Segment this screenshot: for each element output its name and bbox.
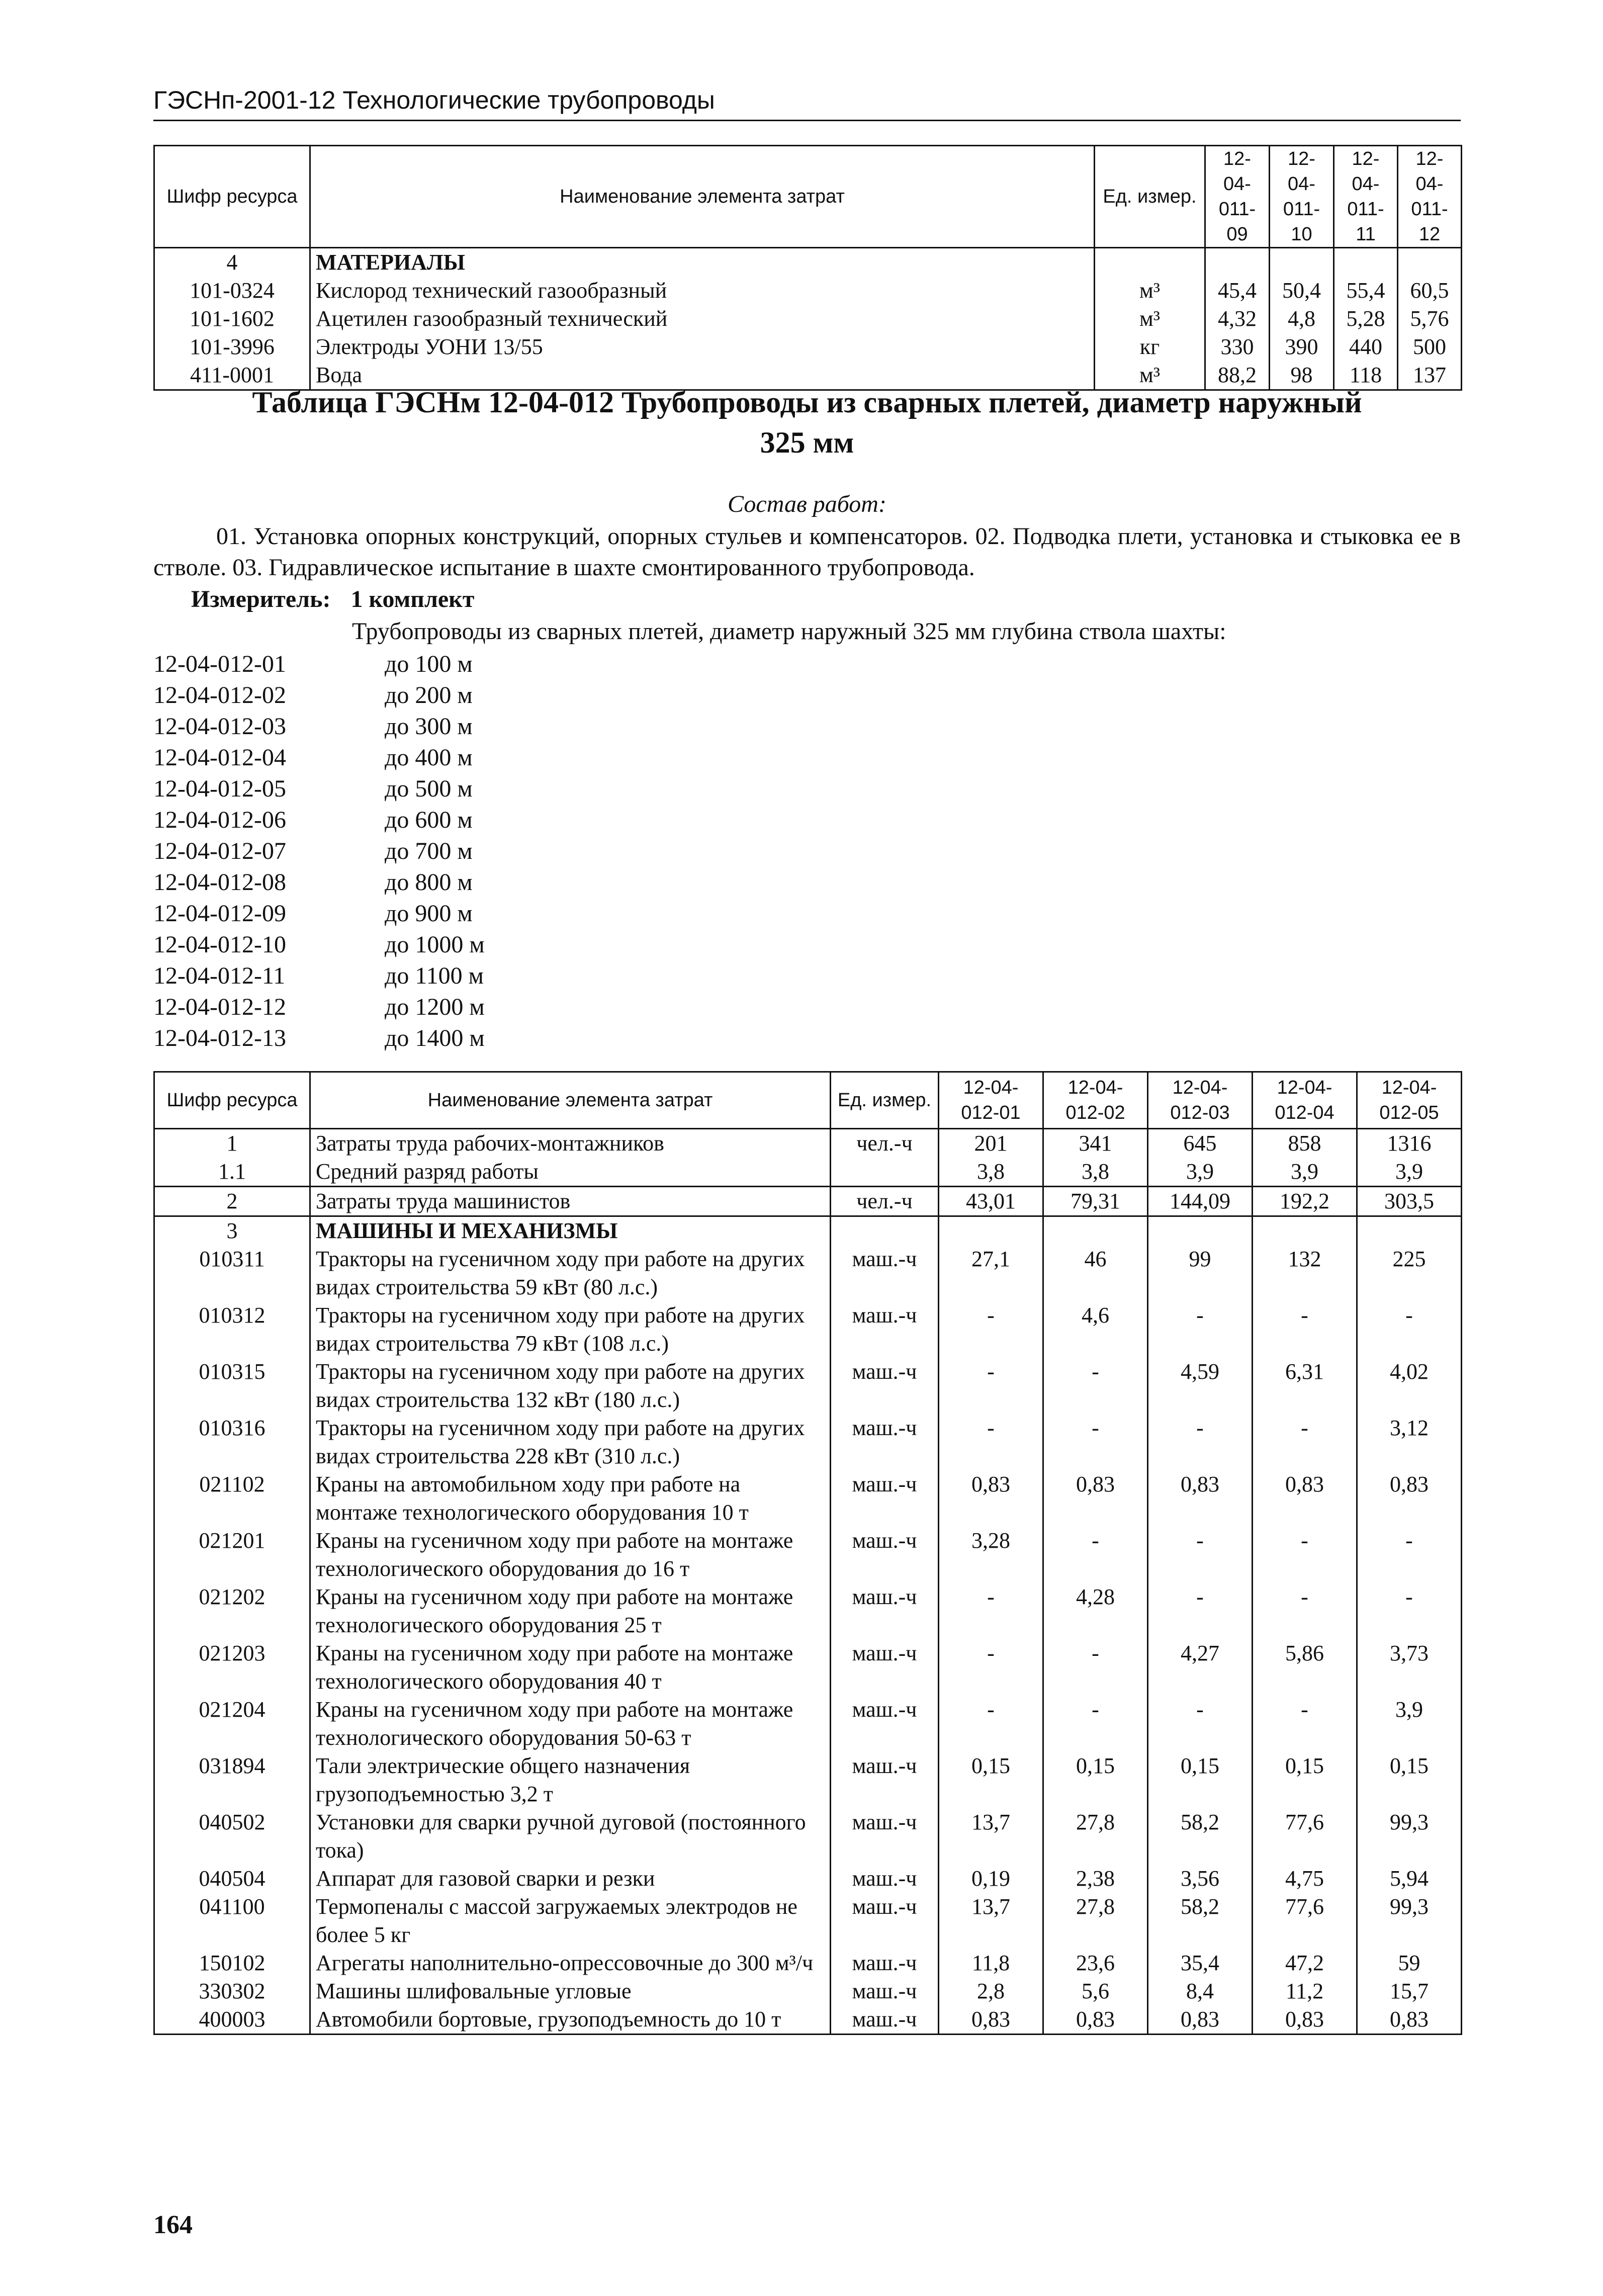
table-title-line: 325 мм [760, 426, 854, 459]
value-cell: 8,4 [1148, 1977, 1253, 2005]
norm-code: 12-04-012-12 [153, 994, 286, 1020]
value-cell: 3,9 [1148, 1158, 1253, 1187]
value-cell: - [1148, 1696, 1253, 1752]
unit: маш.-ч [831, 1470, 939, 1527]
value-cell: - [1357, 1583, 1462, 1639]
resource-code: 031894 [154, 1752, 310, 1808]
value-cell: 5,6 [1043, 1977, 1148, 2005]
code-list [153, 649, 485, 1054]
unit: маш.-ч [831, 1808, 939, 1865]
shaft-depth: до 1400 м [385, 1025, 485, 1051]
running-head: ГЭСНп-2001-12 Технологические трубопроводы [153, 86, 715, 114]
value-cell: 0,83 [939, 2005, 1043, 2035]
composition-text: 01. Установка опорных конструкций, опорных стульев и компенсаторов. 02. Подводка плети, установка и стыковка ее в стволе. 03. Гидравлическое испытание в шахте смонтированного трубопровода. [153, 523, 1461, 581]
column-header-unit: Ед. измер. [831, 1072, 939, 1129]
value-cell: 77,6 [1253, 1808, 1357, 1865]
value-cell: 43,01 [939, 1187, 1043, 1216]
value-cell: 11,8 [939, 1949, 1043, 1977]
value-cell: 3,9 [1253, 1158, 1357, 1187]
value-cell: 98 [1270, 361, 1334, 390]
resource-name: Аппарат для газовой сварки и резки [310, 1865, 831, 1893]
resource-code: 150102 [154, 1949, 310, 1977]
resource-code: 330302 [154, 1977, 310, 2005]
value-cell: 4,75 [1253, 1865, 1357, 1893]
value-cell [1357, 1216, 1462, 1246]
unit: м³ [1095, 305, 1205, 333]
value-cell: 99,3 [1357, 1893, 1462, 1949]
code-list-item [153, 929, 485, 960]
value-cell: 225 [1357, 1245, 1462, 1301]
value-cell: 4,8 [1270, 305, 1334, 333]
value-cell: 46 [1043, 1245, 1148, 1301]
table-row [154, 2005, 1462, 2035]
value-cell: 35,4 [1148, 1949, 1253, 1977]
value-cell: 4,27 [1148, 1639, 1253, 1696]
value-cell: 303,5 [1357, 1187, 1462, 1216]
value-cell: 3,8 [1043, 1158, 1148, 1187]
table-title [153, 382, 1461, 463]
value-cell: 5,28 [1334, 305, 1398, 333]
value-cell: 144,09 [1148, 1187, 1253, 1216]
codes-caption: Трубопроводы из сварных плетей, диаметр наружный 325 мм глубина ствола шахты: [352, 618, 1226, 645]
table-row [154, 1752, 1462, 1808]
resource-name: Установки для сварки ручной дуговой (постоянного тока) [310, 1808, 831, 1865]
value-cell: 27,8 [1043, 1893, 1148, 1949]
header-rule [153, 120, 1461, 121]
value-cell: 27,8 [1043, 1808, 1148, 1865]
resources-table-body [154, 1129, 1462, 2035]
norm-code: 12-04-012-11 [153, 962, 286, 989]
value-cell: 192,2 [1253, 1187, 1357, 1216]
column-header-id: 12-04-012-01 [939, 1072, 1043, 1129]
unit: м³ [1095, 361, 1205, 390]
value-cell [1205, 248, 1270, 277]
table-row [154, 1129, 1462, 1158]
code-list-item [153, 960, 485, 992]
code-list-item [153, 836, 485, 867]
shaft-depth: до 400 м [385, 744, 473, 771]
norm-code: 12-04-012-02 [153, 682, 286, 709]
value-cell: 137 [1398, 361, 1462, 390]
resource-code: 040502 [154, 1808, 310, 1865]
unit: маш.-ч [831, 1414, 939, 1470]
resource-code: 021201 [154, 1527, 310, 1583]
table-row [154, 1583, 1462, 1639]
column-header-id: 12-04-011-10 [1270, 146, 1334, 248]
value-cell: 47,2 [1253, 1949, 1357, 1977]
value-cell: 0,83 [1043, 1470, 1148, 1527]
resource-code: 101-0324 [154, 277, 310, 305]
resource-code: 010316 [154, 1414, 310, 1470]
resource-name: Тракторы на гусеничном ходу при работе на других видах строительства 228 кВт (310 л.с.) [310, 1414, 831, 1470]
table-row [154, 1977, 1462, 2005]
column-header-id: 12-04-012-04 [1253, 1072, 1357, 1129]
value-cell: 55,4 [1334, 277, 1398, 305]
resource-name: Затраты труда рабочих-монтажников [310, 1129, 831, 1158]
column-header-id: 12-04-012-05 [1357, 1072, 1462, 1129]
unit: кг [1095, 333, 1205, 361]
unit: чел.-ч [831, 1129, 939, 1158]
value-cell: 4,59 [1148, 1358, 1253, 1414]
resource-code: 3 [154, 1216, 310, 1246]
value-cell: 0,15 [1148, 1752, 1253, 1808]
unit: маш.-ч [831, 1752, 939, 1808]
value-cell: - [1148, 1414, 1253, 1470]
resource-name: Тракторы на гусеничном ходу при работе на других видах строительства 59 кВт (80 л.с.) [310, 1245, 831, 1301]
value-cell: - [1043, 1414, 1148, 1470]
materials-table-body [154, 248, 1462, 390]
column-header-id: 12-04-011-12 [1398, 146, 1462, 248]
value-cell: 118 [1334, 361, 1398, 390]
resource-code: 400003 [154, 2005, 310, 2035]
value-cell: - [1043, 1639, 1148, 1696]
value-cell: 79,31 [1043, 1187, 1148, 1216]
resource-name: МАТЕРИАЛЫ [310, 248, 1095, 277]
value-cell: 59 [1357, 1949, 1462, 1977]
code-list-item [153, 680, 485, 711]
value-cell: 0,15 [1043, 1752, 1148, 1808]
materials-table [153, 145, 1462, 391]
column-header-id: 12-04-012-03 [1148, 1072, 1253, 1129]
value-cell [1398, 248, 1462, 277]
resource-name: Краны на гусеничном ходу при работе на монтаже технологического оборудования 25 т [310, 1583, 831, 1639]
table-row [154, 1187, 1462, 1216]
value-cell [1270, 248, 1334, 277]
value-cell: 0,83 [1148, 2005, 1253, 2035]
code-list-item [153, 742, 485, 773]
value-cell: 99,3 [1357, 1808, 1462, 1865]
value-cell: 15,7 [1357, 1977, 1462, 2005]
shaft-depth: до 600 м [385, 807, 473, 833]
shaft-depth: до 1100 м [385, 962, 484, 989]
table-row [154, 1893, 1462, 1949]
value-cell: 0,83 [1043, 2005, 1148, 2035]
value-cell: - [1357, 1301, 1462, 1358]
table-row [154, 1216, 1462, 1246]
norm-code: 12-04-012-06 [153, 807, 286, 833]
norm-code: 12-04-012-09 [153, 900, 286, 927]
value-cell: 77,6 [1253, 1893, 1357, 1949]
resource-code: 021203 [154, 1639, 310, 1696]
value-cell: 13,7 [939, 1893, 1043, 1949]
value-cell: - [1253, 1414, 1357, 1470]
table-header-row [154, 146, 1462, 248]
unit: маш.-ч [831, 1977, 939, 2005]
resource-code: 010312 [154, 1301, 310, 1358]
code-list-item [153, 711, 485, 742]
shaft-depth: до 700 м [385, 838, 473, 864]
value-cell: 3,9 [1357, 1158, 1462, 1187]
resource-name: Термопеналы с массой загружаемых электродов не более 5 кг [310, 1893, 831, 1949]
value-cell: 4,28 [1043, 1583, 1148, 1639]
table-row [154, 1470, 1462, 1527]
code-list-item [153, 1023, 485, 1054]
resource-code: 2 [154, 1187, 310, 1216]
value-cell [1148, 1216, 1253, 1246]
resource-name: Тали электрические общего назначения грузоподъемностью 3,2 т [310, 1752, 831, 1808]
table-row [154, 1527, 1462, 1583]
value-cell: 0,83 [1357, 2005, 1462, 2035]
value-cell: 201 [939, 1129, 1043, 1158]
value-cell: - [1148, 1583, 1253, 1639]
unit: маш.-ч [831, 1639, 939, 1696]
value-cell: - [1253, 1583, 1357, 1639]
resource-code: 021204 [154, 1696, 310, 1752]
resource-code: 010311 [154, 1245, 310, 1301]
resource-name: Вода [310, 361, 1095, 390]
unit [831, 1216, 939, 1246]
unit: маш.-ч [831, 2005, 939, 2035]
resource-name: Краны на автомобильном ходу при работе на монтаже технологического оборудования 10 т [310, 1470, 831, 1527]
norm-code: 12-04-012-13 [153, 1025, 286, 1051]
column-header-name: Наименование элемента затрат [310, 146, 1095, 248]
value-cell: - [1148, 1527, 1253, 1583]
norm-code: 12-04-012-01 [153, 651, 286, 677]
value-cell: 0,15 [939, 1752, 1043, 1808]
column-header-code: Шифр ресурса [154, 146, 310, 248]
value-cell: 23,6 [1043, 1949, 1148, 1977]
unit: маш.-ч [831, 1358, 939, 1414]
resource-code: 021202 [154, 1583, 310, 1639]
resource-code: 040504 [154, 1865, 310, 1893]
value-cell: 0,19 [939, 1865, 1043, 1893]
value-cell: 58,2 [1148, 1808, 1253, 1865]
value-cell: - [1043, 1358, 1148, 1414]
value-cell: - [939, 1301, 1043, 1358]
value-cell: 440 [1334, 333, 1398, 361]
value-cell: - [1148, 1301, 1253, 1358]
norm-code: 12-04-012-03 [153, 713, 286, 740]
table-row [154, 1301, 1462, 1358]
value-cell: - [1253, 1527, 1357, 1583]
value-cell: 4,02 [1357, 1358, 1462, 1414]
unit: маш.-ч [831, 1583, 939, 1639]
value-cell: 99 [1148, 1245, 1253, 1301]
column-header-id: 12-04-011-09 [1205, 146, 1270, 248]
unit [1095, 248, 1205, 277]
unit: чел.-ч [831, 1187, 939, 1216]
value-cell: 0,15 [1357, 1752, 1462, 1808]
shaft-depth: до 900 м [385, 900, 473, 927]
table-row [154, 1696, 1462, 1752]
value-cell: 4,32 [1205, 305, 1270, 333]
norm-code: 12-04-012-08 [153, 869, 286, 896]
shaft-depth: до 300 м [385, 713, 473, 740]
value-cell: 4,6 [1043, 1301, 1148, 1358]
shaft-depth: до 1000 м [385, 931, 485, 958]
composition-heading: Состав работ: [728, 491, 886, 517]
value-cell: 1316 [1357, 1129, 1462, 1158]
value-cell: 132 [1253, 1245, 1357, 1301]
value-cell: 45,4 [1205, 277, 1270, 305]
value-cell: 341 [1043, 1129, 1148, 1158]
value-cell: 50,4 [1270, 277, 1334, 305]
value-cell [1334, 248, 1398, 277]
value-cell: 3,12 [1357, 1414, 1462, 1470]
table-row [154, 305, 1462, 333]
norm-code: 12-04-012-07 [153, 838, 286, 864]
resource-code: 411-0001 [154, 361, 310, 390]
value-cell: 5,76 [1398, 305, 1462, 333]
unit: маш.-ч [831, 1301, 939, 1358]
table-header-row [154, 1072, 1462, 1129]
meter-label: Измеритель: [191, 586, 331, 612]
meter [191, 585, 474, 613]
column-header-id: 12-04-011-11 [1334, 146, 1398, 248]
value-cell: 5,86 [1253, 1639, 1357, 1696]
value-cell: - [1357, 1527, 1462, 1583]
norm-code: 12-04-012-05 [153, 775, 286, 802]
table-row [154, 333, 1462, 361]
value-cell: 2,38 [1043, 1865, 1148, 1893]
code-list-item [153, 898, 485, 929]
table-row [154, 277, 1462, 305]
value-cell: 3,8 [939, 1158, 1043, 1187]
resources-table [153, 1071, 1462, 2035]
unit: маш.-ч [831, 1949, 939, 1977]
resource-name: Краны на гусеничном ходу при работе на монтаже технологического оборудования до 16 т [310, 1527, 831, 1583]
value-cell: 27,1 [939, 1245, 1043, 1301]
code-list-item [153, 867, 485, 898]
resource-code: 101-1602 [154, 305, 310, 333]
value-cell: 0,83 [1253, 1470, 1357, 1527]
norm-code: 12-04-012-04 [153, 744, 286, 771]
unit: маш.-ч [831, 1527, 939, 1583]
value-cell: 0,83 [939, 1470, 1043, 1527]
resource-name: Машины шлифовальные угловые [310, 1977, 831, 2005]
page-number: 164 [153, 2211, 193, 2239]
value-cell: 500 [1398, 333, 1462, 361]
value-cell: - [939, 1358, 1043, 1414]
value-cell: 3,73 [1357, 1639, 1462, 1696]
unit: маш.-ч [831, 1245, 939, 1301]
value-cell [939, 1216, 1043, 1246]
shaft-depth: до 200 м [385, 682, 473, 709]
value-cell: 0,83 [1357, 1470, 1462, 1527]
value-cell: 858 [1253, 1129, 1357, 1158]
value-cell: 3,9 [1357, 1696, 1462, 1752]
value-cell: - [1253, 1696, 1357, 1752]
table-row [154, 248, 1462, 277]
resource-code: 101-3996 [154, 333, 310, 361]
value-cell [1253, 1216, 1357, 1246]
value-cell: - [1043, 1527, 1148, 1583]
resource-name: Агрегаты наполнительно-опрессовочные до 300 м³/ч [310, 1949, 831, 1977]
table-row [154, 1158, 1462, 1187]
table-row [154, 1358, 1462, 1414]
column-header-code: Шифр ресурса [154, 1072, 310, 1129]
resource-code: 1 [154, 1129, 310, 1158]
table-row [154, 1414, 1462, 1470]
shaft-depth: до 1200 м [385, 994, 485, 1020]
table-row [154, 1949, 1462, 1977]
column-header-name: Наименование элемента затрат [310, 1072, 831, 1129]
value-cell: - [1043, 1696, 1148, 1752]
resource-code: 041100 [154, 1893, 310, 1949]
value-cell: 330 [1205, 333, 1270, 361]
value-cell: 3,56 [1148, 1865, 1253, 1893]
value-cell: 6,31 [1253, 1358, 1357, 1414]
shaft-depth: до 500 м [385, 775, 473, 802]
resource-code: 4 [154, 248, 310, 277]
resource-code: 1.1 [154, 1158, 310, 1187]
resource-code: 010315 [154, 1358, 310, 1414]
shaft-depth: до 100 м [385, 651, 473, 677]
value-cell: 390 [1270, 333, 1334, 361]
resource-name: Кислород технический газообразный [310, 277, 1095, 305]
unit [831, 1158, 939, 1187]
table-row [154, 1808, 1462, 1865]
code-list-item [153, 649, 485, 680]
table-row [154, 1865, 1462, 1893]
value-cell: 60,5 [1398, 277, 1462, 305]
meter-value: 1 комплект [350, 586, 475, 612]
column-header-unit: Ед. измер. [1095, 146, 1205, 248]
value-cell: 0,15 [1253, 1752, 1357, 1808]
value-cell: 0,83 [1253, 2005, 1357, 2035]
norm-code: 12-04-012-10 [153, 931, 286, 958]
resource-name: Затраты труда машинистов [310, 1187, 831, 1216]
value-cell: 645 [1148, 1129, 1253, 1158]
value-cell: 11,2 [1253, 1977, 1357, 2005]
column-header-id: 12-04-012-02 [1043, 1072, 1148, 1129]
value-cell: - [1253, 1301, 1357, 1358]
value-cell: - [939, 1414, 1043, 1470]
value-cell: 58,2 [1148, 1893, 1253, 1949]
value-cell: - [939, 1639, 1043, 1696]
unit: м³ [1095, 277, 1205, 305]
value-cell: - [939, 1583, 1043, 1639]
table-row [154, 1245, 1462, 1301]
resource-code: 021102 [154, 1470, 310, 1527]
resource-name: Тракторы на гусеничном ходу при работе на других видах строительства 132 кВт (180 л.с.) [310, 1358, 831, 1414]
value-cell: 2,8 [939, 1977, 1043, 2005]
value-cell: 3,28 [939, 1527, 1043, 1583]
value-cell: 5,94 [1357, 1865, 1462, 1893]
code-list-item [153, 805, 485, 836]
resource-name: Ацетилен газообразный технический [310, 305, 1095, 333]
value-cell: - [939, 1696, 1043, 1752]
value-cell: 0,83 [1148, 1470, 1253, 1527]
unit: маш.-ч [831, 1865, 939, 1893]
resource-name: Средний разряд работы [310, 1158, 831, 1187]
resource-name: МАШИНЫ И МЕХАНИЗМЫ [310, 1216, 831, 1246]
unit: маш.-ч [831, 1696, 939, 1752]
value-cell: 13,7 [939, 1808, 1043, 1865]
table-row [154, 1639, 1462, 1696]
code-list-item [153, 992, 485, 1023]
unit: маш.-ч [831, 1893, 939, 1949]
value-cell: 88,2 [1205, 361, 1270, 390]
resource-name: Краны на гусеничном ходу при работе на монтаже технологического оборудования 40 т [310, 1639, 831, 1696]
resource-name: Краны на гусеничном ходу при работе на монтаже технологического оборудования 50-63 т [310, 1696, 831, 1752]
resource-name: Автомобили бортовые, грузоподъемность до 10 т [310, 2005, 831, 2035]
code-list-item [153, 773, 485, 805]
shaft-depth: до 800 м [385, 869, 473, 896]
table-title-line: Таблица ГЭСНм 12-04-012 Трубопроводы из сварных плетей, диаметр наружный [252, 386, 1362, 419]
resource-name: Электроды УОНИ 13/55 [310, 333, 1095, 361]
value-cell [1043, 1216, 1148, 1246]
resource-name: Тракторы на гусеничном ходу при работе на других видах строительства 79 кВт (108 л.с.) [310, 1301, 831, 1358]
